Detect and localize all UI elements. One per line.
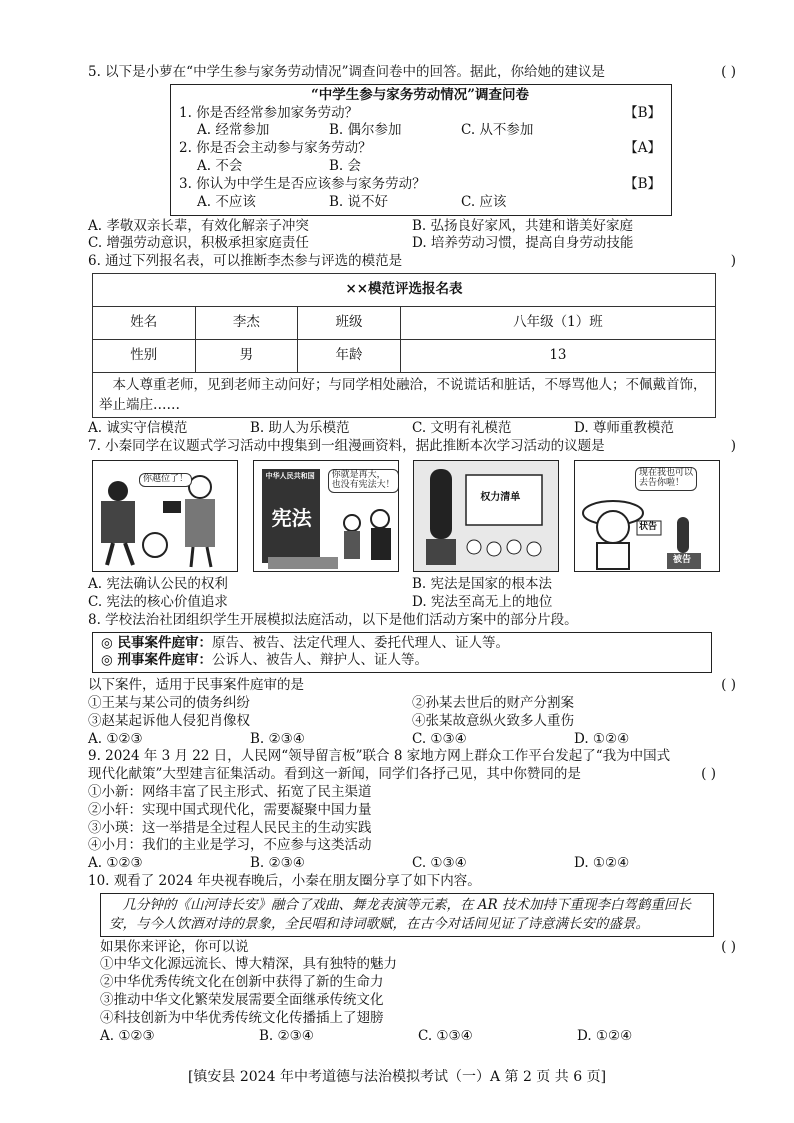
book-cover-text: 中华人民共和国 (265, 471, 315, 481)
options (88, 731, 736, 749)
question-6 (88, 253, 736, 438)
cartoon-constitution (253, 460, 399, 572)
question-8-stem: 8. 学校法治社团组织学生开展模拟法庭活动，以下是他们活动方案中的部分片段。 (88, 611, 578, 628)
option-b[interactable]: B. 宪法是国家的根本法 (412, 576, 553, 593)
answer-paren: ( ) (701, 766, 716, 783)
answer-paren: ) (730, 253, 736, 270)
question-10-stem: 10. 观看了 2024 年央视春晚后，小秦在朋友圈分享了如下内容。 (88, 873, 481, 890)
options (100, 1028, 736, 1046)
cartoon-referee (92, 460, 238, 572)
option-d[interactable]: D. 宪法至高无上的地位 (412, 593, 553, 610)
option-a[interactable]: A. ①②③ (88, 855, 143, 872)
survey-box (170, 84, 672, 216)
survey-item: 2. 你是否会主动参与家务劳动？ 【A】 A. 不会 B. 会 (179, 140, 661, 175)
survey-answer: 【B】 (624, 175, 661, 192)
list-item: ③小瑛：这一举措是全过程人民民主的生动实践 (88, 819, 372, 836)
social-post-box: 几分钟的《山河诗长安》融合了戏曲、舞龙表演等元素，在 AR 技术加持下重现李白驾鹤重回长安，与今人饮酒对诗的景象，全民唱和诗词歌赋，在古今对话间见证了诗意满长安的盛景。 (100, 893, 714, 937)
option-d[interactable]: D. ①②④ (574, 730, 630, 747)
items: ③赵某起诉他人侵犯肖像权 ④张某故意纵火致多人重伤 (88, 712, 574, 729)
option-d[interactable]: D. ①②④ (574, 855, 630, 872)
question-8-ask: 以下案件，适用于民事案件庭审的是 (88, 677, 304, 694)
option-a[interactable]: A. 宪法确认公民的权利 (88, 576, 228, 593)
option-b[interactable]: B. ②③④ (250, 855, 305, 872)
speech-bubble: 你就是再大， 也没有宪法大！ (328, 469, 399, 493)
option-c[interactable]: C. ①③④ (412, 730, 467, 747)
answer-paren: ( ) (721, 64, 736, 80)
option-c[interactable]: C. ①③④ (412, 855, 467, 872)
option-b[interactable]: B. ②③④ (250, 730, 305, 747)
option-c[interactable]: C. 宪法的核心价值追求 (88, 593, 228, 610)
cartoon-lawsuit (574, 460, 720, 572)
question-5 (88, 64, 736, 253)
question-7 (88, 438, 736, 611)
survey-item: 1. 你是否经常参加家务劳动？ 【B】 A. 经常参加 B. 偶尔参加 C. 从不参加 (179, 104, 661, 139)
exam-page (88, 64, 736, 1046)
list-item: ②中华优秀传统文化在创新中获得了新的生命力 (100, 974, 384, 991)
question-10 (88, 873, 736, 1045)
option-c[interactable]: C. 增强劳动意识，积极承担家庭责任 (88, 235, 309, 252)
book-title: 宪法 (271, 506, 312, 531)
sign-sue: 状告 (638, 522, 657, 533)
answer-paren: ) (730, 438, 736, 455)
list-item: ④科技创新为中华优秀传统文化传播插上了翅膀 (100, 1009, 384, 1026)
option-d[interactable]: D. 尊师重教模范 (574, 420, 674, 437)
speech-bubble: 现在我也可以 去告你啦！ (635, 467, 697, 491)
question-6-stem: 6. 通过下列报名表，可以推断李杰参与评选的模范是 (88, 253, 403, 270)
question-5-stem: 5. 以下是小萝在“中学生参与家务劳动情况”调查问卷中的回答。据此，你给她的建议是 (88, 64, 605, 80)
form-caption: ××模范评选报名表 (93, 273, 716, 306)
survey-answer: 【B】 (624, 104, 661, 121)
options (88, 576, 736, 594)
speech-bubble: 你越位了！ (139, 473, 192, 487)
page-footer: [镇安县 2024 年中考道德与法治模拟考试（一）A 第 2 页 共 6 页] (187, 1069, 607, 1085)
sign-defendant: 被告 (672, 555, 691, 566)
answer-paren: ( ) (721, 677, 736, 694)
options (88, 218, 736, 236)
list-item: ③推动中华文化繁荣发展需要全面继承传统文化 (100, 992, 384, 1009)
registration-form: ××模范评选报名表 姓名 李杰 班级 八年级（1）班 性别 男 年龄 13 本人尊重老师，见到老师主动问好；与同学相处融洽，不说谎话和脏话，不辱骂他人；不佩戴首饰，举止端庄…… (92, 273, 716, 419)
options (88, 594, 736, 612)
cartoon-power-list (413, 460, 559, 572)
question-8 (88, 612, 736, 749)
option-c[interactable]: C. 文明有礼模范 (412, 420, 512, 437)
list-item: ①小新：网络丰富了民主形式、拓宽了民主渠道 (88, 784, 372, 800)
option-b[interactable]: B. ②③④ (259, 1027, 314, 1044)
options (88, 420, 736, 438)
option-d[interactable]: D. ①②④ (577, 1027, 633, 1044)
question-9-stem: 9. 2024 年 3 月 22 日，人民网“领导留言板”联合 8 家地方网上群众工作平台发起了“我为中国式 (88, 748, 671, 765)
option-d[interactable]: D. 培养劳动习惯，提高自身劳动技能 (412, 235, 634, 252)
list-item: ①中华文化源远流长、博大精深，具有独特的魅力 (100, 956, 397, 973)
options (88, 235, 736, 253)
question-7-stem: 7. 小秦同学在议题式学习活动中搜集到一组漫画资料，据此推断本次学习活动的议题是 (88, 438, 605, 455)
list-item: ④小月：我们的主业是学习，不应参与这类活动 (88, 837, 372, 854)
option-b[interactable]: B. 助人为乐模范 (250, 420, 350, 437)
option-b[interactable]: B. 弘扬良好家风，共建和谐美好家庭 (412, 217, 634, 234)
items: ①王某与某公司的债务纠纷 ②孙某去世后的财产分割案 (88, 694, 574, 711)
court-roles-box: ◎ 民事案件庭审：原告、被告、法定代理人、委托代理人、证人等。 ◎ 刑事案件庭审：公诉人、被告人、辩护人、证人等。 (92, 632, 712, 674)
option-c[interactable]: C. ①③④ (418, 1027, 473, 1044)
survey-title: “中学生参与家务劳动情况”调查问卷 (310, 86, 530, 103)
question-9: 9. 2024 年 3 月 22 日，人民网“领导留言板”联合 8 家地方网上群众工作平台发起了“我为中国式 现代化献策”大型建言征集活动。看到这一新闻，同学们各抒己见，其中你赞同的是 ( ) ①小新：网络丰富了民主形式、拓宽了民主渠道 ②小轩：实现中国式现代化，需要凝聚中国力量 ③小瑛：这一举措是全过程人民民主的生动实践 ④小月：我们的主业是学习，不应参与这类活动 A. ①②③ B. ②③④ C. ①③④ D. ①②④ (88, 748, 736, 873)
list-item: ②小轩：实现中国式现代化，需要凝聚中国力量 (88, 801, 372, 818)
option-a[interactable]: A. ①②③ (88, 730, 143, 747)
answer-paren: ( ) (721, 938, 736, 955)
option-a[interactable]: A. 孝敬双亲长辈，有效化解亲子冲突 (88, 217, 309, 234)
option-a[interactable]: A. ①②③ (100, 1027, 155, 1044)
survey-item: 3. 你认为中学生是否应该参与家务劳动？ 【B】 A. 不应该 B. 说不好 C. 应该 (179, 175, 661, 210)
power-list-illustration (414, 461, 559, 572)
option-a[interactable]: A. 诚实守信模范 (88, 420, 188, 437)
question-10-ask: 如果你来评论，你可以说 (100, 938, 249, 955)
survey-answer: 【A】 (624, 140, 661, 157)
form-remark: 本人尊重老师，见到老师主动问好；与同学相处融洽，不说谎话和脏话，不辱骂他人；不佩戴首饰，举止端庄…… (93, 372, 716, 418)
options (88, 855, 736, 873)
power-list-label: 权力清单 (480, 492, 521, 504)
cartoon-strip (92, 460, 720, 572)
